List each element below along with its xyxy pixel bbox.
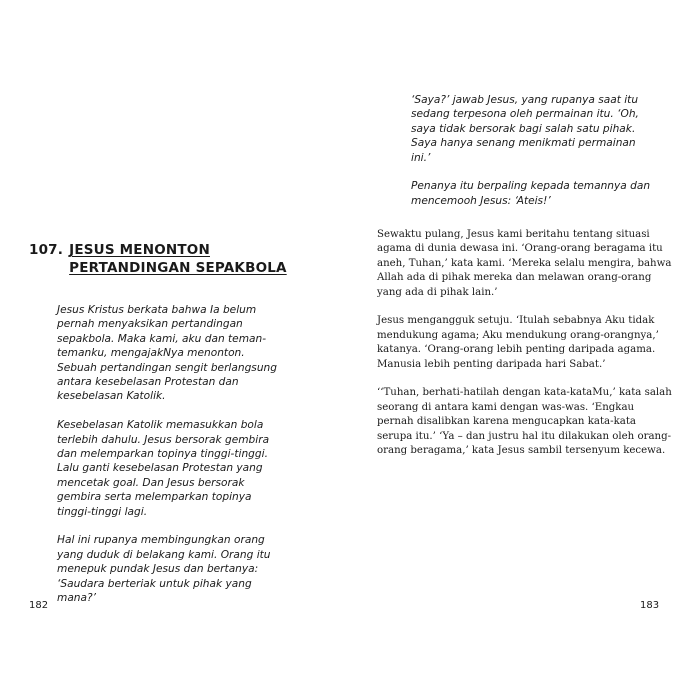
- right-italic-text: [411, 93, 651, 223]
- right-italic-paragraph-1: ‘Saya?’ jawab Jesus, yang rupanya saat itu sedang terpesona oleh permainan itu. ‘Oh, saya tidak bersorak bagi salah satu pihak. Saya hanya senang menikmati permainan ini.’: [411, 94, 639, 164]
- left-paragraph-3: Hal ini rupanya membingungkan orang yang duduk di belakang kami. Orang itu menepuk pundak Jesus dan bertanya: ‘Saudara berteriak untuk pihak yang mana?’: [57, 534, 271, 605]
- right-body-text: [377, 228, 673, 473]
- chapter-title: [29, 241, 329, 277]
- chapter-number: 107.: [29, 242, 64, 258]
- right-paragraph-2: Jesus mengangguk setuju. ‘Itulah sebabnya Aku tidak mendukung agama; Aku mendukung orang-orangnya,’ katanya. ‘Orang-orang lebih penting daripada agama. Manusia lebih penting daripada hari Sabat.’: [377, 315, 659, 370]
- right-paragraph-3: ‘‘Tuhan, berhati-hatilah dengan kata-kataMu,’ kata salah seorang di antara kami dengan was-was. ‘Engkau pernah disalibkan karena mengucapkan kata-kata serupa itu.’ ‘Ya – dan justru hal itu dilakukan oleh orang-orang beragama,’ kata Jesus sambil tersenyum kecewa.: [377, 387, 672, 457]
- page-number-left: 182: [29, 600, 49, 611]
- right-italic-paragraph-2: Penanya itu berpaling kepada temannya dan mencemooh Jesus: ‘Ateis!’: [411, 180, 651, 207]
- left-paragraph-1: Jesus Kristus berkata bahwa Ia belum pernah menyaksikan pertandingan sepakbola. Maka kami, aku dan teman-temanku, mengajakNya menonton. Sebuah pertandingan sengit berlangsung antara kesebelasan Protestan dan kesebelasan Katolik.: [57, 304, 277, 403]
- left-paragraph-2: Kesebelasan Katolik memasukkan bola terlebih dahulu. Jesus bersorak gembira dan melemparkan topinya tinggi-tinggi. Lalu ganti kesebelasan Protestan yang mencetak goal. Dan Jesus bersorak gembira serta melemparkan topinya tinggi-tinggi lagi.: [57, 419, 270, 518]
- right-paragraph-1: Sewaktu pulang, Jesus kami beritahu tentang situasi agama di dunia dewasa ini. ‘Orang-orang beragama itu aneh, Tuhan,’ kata kami. ‘Mereka selalu mengira, bahwa Allah ada di pihak mereka dan melawan orang-orang yang ada di pihak lain.’: [377, 229, 672, 298]
- left-italic-text: [57, 303, 287, 620]
- chapter-title-text: JESUS MENONTON PERTANDINGAN SEPAKBOLA: [69, 242, 287, 276]
- page-number-right: 183: [640, 600, 660, 611]
